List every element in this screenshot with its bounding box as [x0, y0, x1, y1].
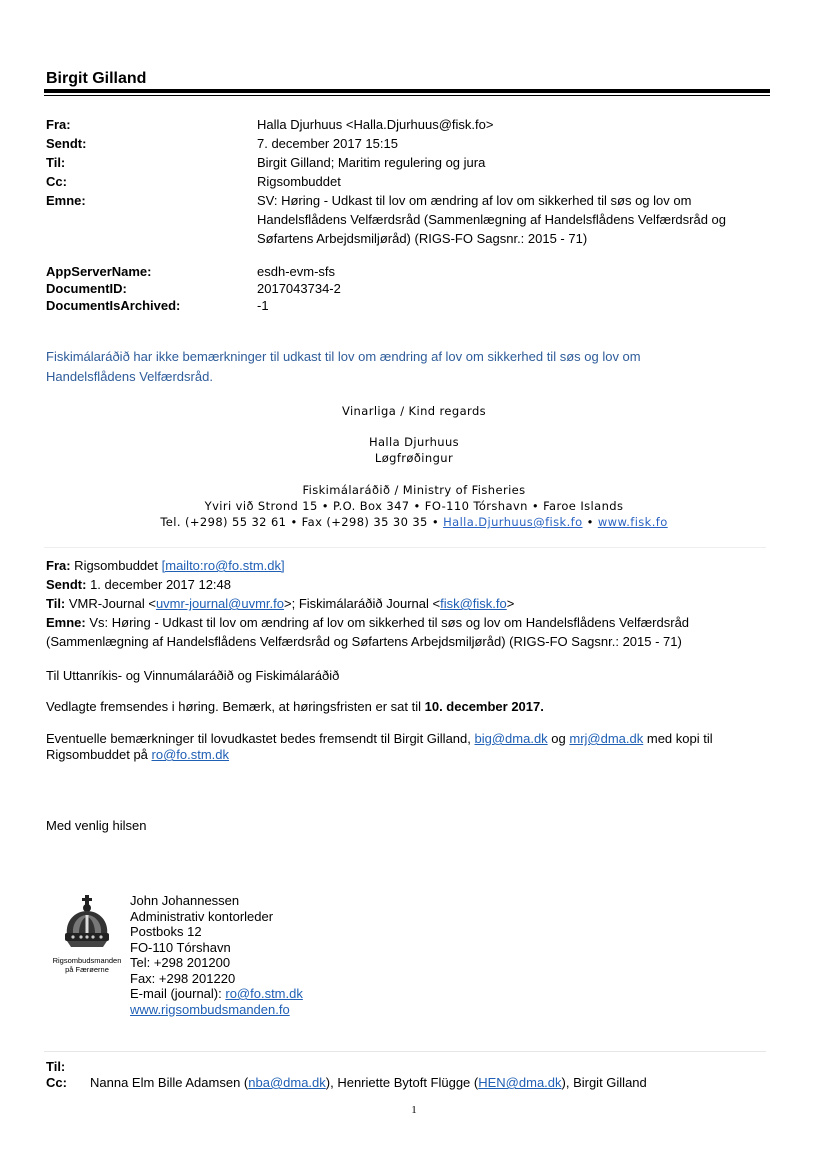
footer-cc-label: Cc:	[46, 1075, 67, 1090]
meta-subject-label: Emne:	[46, 193, 86, 208]
meta-cc-label: Cc:	[46, 174, 67, 189]
meta-to-label: Til:	[46, 155, 66, 170]
page-number: 1	[411, 1104, 417, 1116]
contact-web-link[interactable]: www.rigsombudsmanden.fo	[130, 1001, 290, 1017]
body-p2-text-1: Eventuelle bemærkninger til lovudkastet bedes fremsendt til Birgit Gilland,	[46, 731, 475, 746]
logo-caption-2: på Færøerne	[65, 965, 109, 974]
footer-cc-link-hen[interactable]: HEN@dma.dk	[478, 1075, 562, 1090]
meta-sent-label: Sendt:	[46, 136, 87, 151]
body-paragraph-2-line-1	[46, 730, 713, 747]
meta-subject-line-2: Handelsflådens Velfærdsråd (Sammenlægning af Handelsflådens Velfærdsråd og	[257, 212, 726, 227]
body-p1-text: Vedlagte fremsendes i høring. Bemærk, at høringsfristen er sat til	[46, 699, 425, 714]
footer-cc-link-nba[interactable]: nba@dma.dk	[248, 1075, 326, 1090]
forward-subject-line-2: (Sammenlægning af Handelsflådens Velfærdsråd og Søfartens Arbejdsmiljøråd) (RIGS-FO Sagsnr.: 2015 - 71)	[46, 634, 682, 649]
body-greeting: Til Uttanríkis- og Vinnumálaráðið og Fiskimálaráðið	[46, 668, 340, 683]
signature-phone: Tel. (+298) 55 32 61 • Fax (+298) 35 30 35 •	[160, 515, 444, 529]
crown-emblem-icon	[57, 893, 117, 951]
footer-cc-line	[90, 1075, 647, 1090]
header-rule-thin	[44, 95, 770, 96]
meta-subject-line-3: Søfartens Arbejdsmiljøråd) (RIGS-FO Sagsnr.: 2015 - 71)	[257, 231, 588, 246]
signature-address: Yviri við Strond 15 • P.O. Box 347 • FO-110 Tórshavn • Faroe Islands	[204, 499, 624, 513]
body-p2-text-3: med kopi til	[643, 731, 713, 746]
forward-to-label: Til:	[46, 596, 66, 611]
body-p1-deadline: 10. december 2017.	[424, 699, 544, 714]
contact-email-line	[130, 986, 303, 1002]
forward-sent-label: Sendt:	[46, 577, 87, 592]
contact-title: Administrativ kontorleder	[130, 908, 274, 924]
logo-caption-1: Rigsombudsmanden	[52, 956, 122, 965]
signature-bullet: •	[582, 515, 598, 529]
forward-to-text-2: >; Fiskimálaráðið Journal <	[284, 596, 441, 611]
contact-fax: Fax: +298 201220	[130, 970, 236, 986]
body-p2-text-4: Rigsombuddet på	[46, 747, 152, 762]
contact-block	[130, 893, 303, 1017]
header-rule	[44, 89, 770, 93]
contact-email-label: E-mail (journal):	[130, 986, 226, 1001]
body-link-big[interactable]: big@dma.dk	[474, 731, 548, 746]
forward-subject-label: Emne:	[46, 615, 86, 630]
meta-subject-line-1: SV: Høring - Udkast til lov om ændring af lov om sikkerhed til søs og lov om	[257, 193, 692, 208]
forward-to-text-3: >	[506, 596, 515, 611]
reply-message	[46, 347, 746, 387]
forward-to-line	[46, 594, 514, 613]
signature-email-link[interactable]: Halla.Djurhuus@fisk.fo	[443, 515, 583, 529]
signature-name: Halla Djurhuus	[368, 435, 460, 449]
footer-separator	[44, 1051, 766, 1052]
body-link-mrj[interactable]: mrj@dma.dk	[569, 731, 644, 746]
contact-city: FO-110 Tórshavn	[130, 939, 231, 955]
reply-line-2: Handelsflådens Velfærdsråd.	[46, 369, 213, 384]
meta-cc-value: Rigsombuddet	[257, 174, 341, 189]
signature-web-link[interactable]: www.fisk.fo	[597, 515, 668, 529]
forward-sent-value: 1. december 2017 12:48	[86, 577, 232, 592]
document-owner-name: Birgit Gilland	[46, 70, 147, 87]
meta-appserver-label: AppServerName:	[46, 264, 152, 279]
meta-appserver-value: esdh-evm-sfs	[257, 264, 336, 279]
signature-org: Fiskimálaráðið / Ministry of Fisheries	[302, 483, 526, 497]
meta-to-value: Birgit Gilland; Maritim regulering og jura	[257, 155, 486, 170]
forward-to-link-fisk[interactable]: fisk@fisk.fo	[440, 596, 507, 611]
forward-separator	[44, 547, 766, 548]
meta-docid-value: 2017043734-2	[257, 281, 341, 296]
signature-title: Løgfrøðingur	[374, 451, 454, 465]
body-closing: Med venlig hilsen	[46, 818, 147, 833]
forward-from-label: Fra:	[46, 558, 71, 573]
forward-to-link-uvmr[interactable]: uvmr-journal@uvmr.fo	[155, 596, 285, 611]
forward-subject-text-1: Vs: Høring - Udkast til lov om ændring af lov om sikkerhed til søs og lov om Handelsflådens Velfærdsråd	[85, 615, 690, 630]
contact-tel: Tel: +298 201200	[130, 955, 231, 970]
forward-subject-line-1	[46, 613, 689, 632]
footer-cc-text-2: ), Henriette Bytoft Flügge (	[325, 1075, 479, 1090]
meta-sent-value: 7. december 2017 15:15	[257, 136, 398, 151]
contact-name: John Johannessen	[130, 893, 240, 908]
body-link-ro[interactable]: ro@fo.stm.dk	[151, 747, 230, 762]
body-paragraph-2-line-2	[46, 746, 229, 763]
meta-docid-label: DocumentID:	[46, 281, 127, 296]
reply-line-1: Fiskimálaráðið har ikke bemærkninger til udkast til lov om ændring af lov om sikkerhed til søs og lov om	[46, 349, 641, 364]
signature-contact-line	[0, 515, 828, 529]
footer-to-label: Til:	[46, 1059, 66, 1074]
body-paragraph-1	[46, 698, 544, 715]
contact-email-link[interactable]: ro@fo.stm.dk	[225, 986, 303, 1001]
meta-from-value: Halla Djurhuus <Halla.Djurhuus@fisk.fo>	[257, 117, 494, 132]
forward-from-value: Rigsombuddet	[70, 558, 162, 573]
footer-cc-text-3: ), Birgit Gilland	[561, 1075, 647, 1090]
forward-from-line	[46, 556, 285, 575]
body-p2-text-2: og	[547, 731, 570, 746]
meta-archived-value: -1	[257, 298, 269, 313]
contact-box: Postboks 12	[130, 924, 202, 939]
signature-regards: Vinarliga / Kind regards	[341, 404, 487, 418]
meta-archived-label: DocumentIsArchived:	[46, 298, 181, 313]
forward-to-text-1: VMR-Journal <	[65, 596, 156, 611]
forward-sent-line	[46, 575, 231, 594]
meta-from-label: Fra:	[46, 117, 71, 132]
rigsombudsmanden-logo	[46, 893, 128, 974]
forward-from-mailto-link[interactable]: [mailto:ro@fo.stm.dk]	[161, 558, 285, 573]
footer-cc-text-1: Nanna Elm Bille Adamsen (	[90, 1075, 249, 1090]
